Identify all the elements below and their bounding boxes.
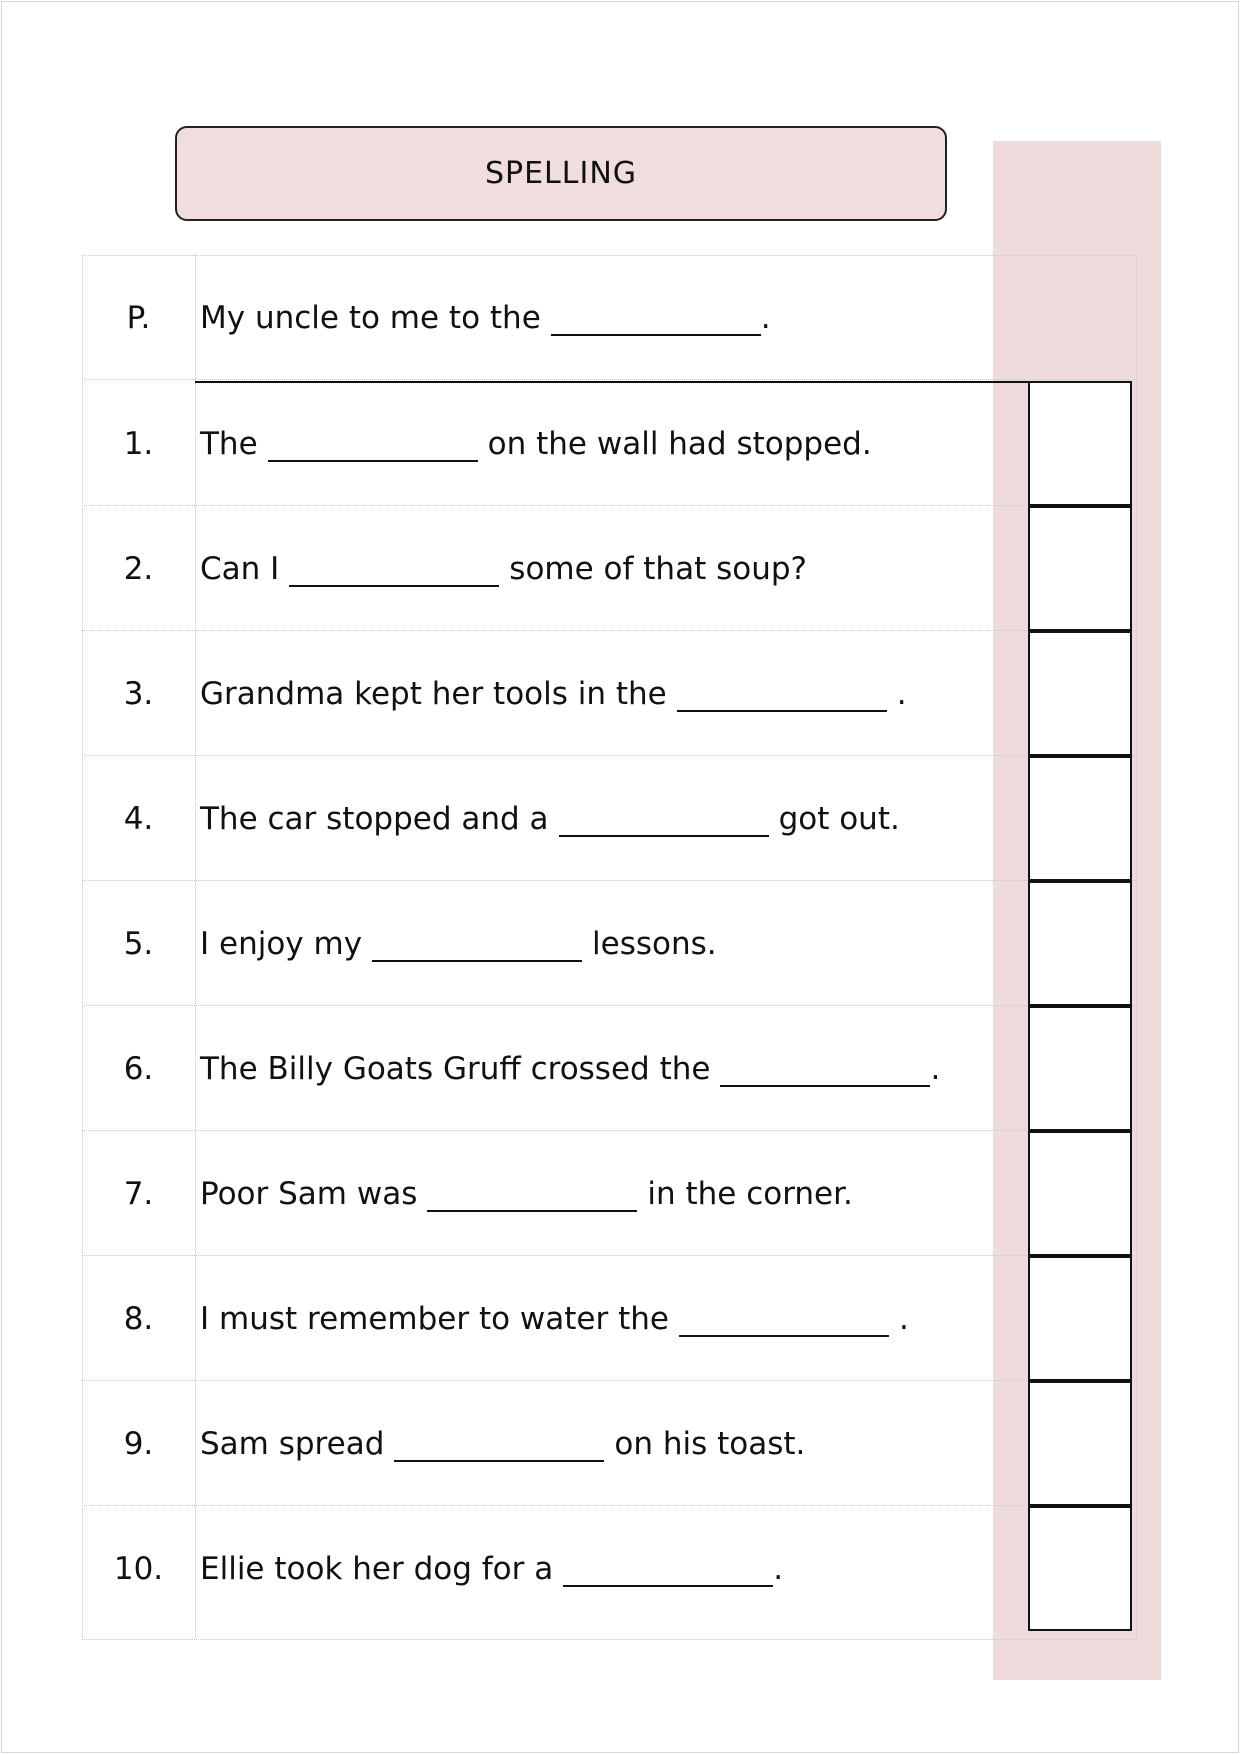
question-row xyxy=(82,1256,1135,1381)
question-row xyxy=(82,381,1135,506)
sentence-before: The car stopped and a xyxy=(200,800,549,837)
mark-box[interactable] xyxy=(1028,1506,1132,1631)
sentence-after: on his toast. xyxy=(614,1425,806,1462)
answer-blank[interactable] xyxy=(720,1050,930,1086)
question-number: 8. xyxy=(123,1300,154,1337)
question-number: 10. xyxy=(113,1550,164,1587)
answer-blank[interactable] xyxy=(677,675,887,711)
sentence-after: lessons. xyxy=(592,925,717,962)
question-row xyxy=(82,631,1135,756)
answer-blank[interactable] xyxy=(372,925,582,961)
question-row xyxy=(82,1381,1135,1506)
sentence-before: The Billy Goats Gruff crossed the xyxy=(200,1050,711,1087)
mark-box[interactable] xyxy=(1028,381,1132,506)
answer-blank[interactable] xyxy=(559,800,769,836)
question-row xyxy=(82,506,1135,631)
mark-box[interactable] xyxy=(1028,1256,1132,1381)
question-number: 3. xyxy=(123,675,154,712)
sentence-before: Grandma kept her tools in the xyxy=(200,675,667,712)
question-row xyxy=(82,1506,1135,1631)
sentence-after: some of that soup? xyxy=(509,550,807,587)
sentence-after: got out. xyxy=(778,800,900,837)
sentence-before: I must remember to water the xyxy=(200,1300,669,1337)
sentence-before: The xyxy=(200,425,258,462)
sentence-after: . xyxy=(930,1050,941,1087)
sentence-after: . xyxy=(898,1300,909,1337)
mark-box[interactable] xyxy=(1028,506,1132,631)
question-sentence xyxy=(200,756,900,881)
question-number: 4. xyxy=(123,800,154,837)
question-sentence xyxy=(200,1381,805,1506)
worksheet-title xyxy=(175,126,947,221)
question-number: 5. xyxy=(123,925,154,962)
question-sentence xyxy=(200,1256,909,1381)
question-row xyxy=(82,1131,1135,1256)
sentence-after: on the wall had stopped. xyxy=(487,425,872,462)
question-number: 7. xyxy=(123,1175,154,1212)
answer-blank[interactable] xyxy=(563,1550,773,1586)
title-text: SPELLING xyxy=(484,156,638,191)
question-sentence xyxy=(200,506,807,631)
practice-row xyxy=(82,255,1135,380)
mark-box[interactable] xyxy=(1028,1131,1132,1256)
sentence-before: I enjoy my xyxy=(200,925,363,962)
practice-number: P. xyxy=(126,299,151,336)
sentence-before: Ellie took her dog for a xyxy=(200,1550,554,1587)
sentence-before: My uncle to me to the xyxy=(200,299,541,336)
answer-blank[interactable] xyxy=(427,1175,637,1211)
mark-box[interactable] xyxy=(1028,631,1132,756)
answer-blank[interactable] xyxy=(551,299,761,335)
question-number: 9. xyxy=(123,1425,154,1462)
sentence-after: . xyxy=(773,1550,784,1587)
question-number: 6. xyxy=(123,1050,154,1087)
mark-box[interactable] xyxy=(1028,756,1132,881)
question-sentence xyxy=(200,631,907,756)
question-row xyxy=(82,1006,1135,1131)
question-sentence xyxy=(200,381,872,506)
sentence-before: Can I xyxy=(200,550,280,587)
mark-box[interactable] xyxy=(1028,881,1132,1006)
practice-sentence xyxy=(200,255,771,380)
answer-blank[interactable] xyxy=(289,550,499,586)
answer-blank[interactable] xyxy=(394,1425,604,1461)
answer-blank[interactable] xyxy=(679,1300,889,1336)
question-sentence xyxy=(200,1006,940,1131)
question-number: 2. xyxy=(123,550,154,587)
sentence-before: Poor Sam was xyxy=(200,1175,418,1212)
mark-box[interactable] xyxy=(1028,1381,1132,1506)
question-sentence xyxy=(200,1506,783,1631)
question-row xyxy=(82,756,1135,881)
question-number: 1. xyxy=(123,425,154,462)
answer-blank[interactable] xyxy=(268,425,478,461)
sentence-after: in the corner. xyxy=(647,1175,853,1212)
sentence-before: Sam spread xyxy=(200,1425,385,1462)
question-row xyxy=(82,881,1135,1006)
question-sentence xyxy=(200,1131,853,1256)
question-sentence xyxy=(200,881,717,1006)
mark-box[interactable] xyxy=(1028,1006,1132,1131)
sentence-after: . xyxy=(896,675,907,712)
sentence-after: . xyxy=(760,299,771,336)
